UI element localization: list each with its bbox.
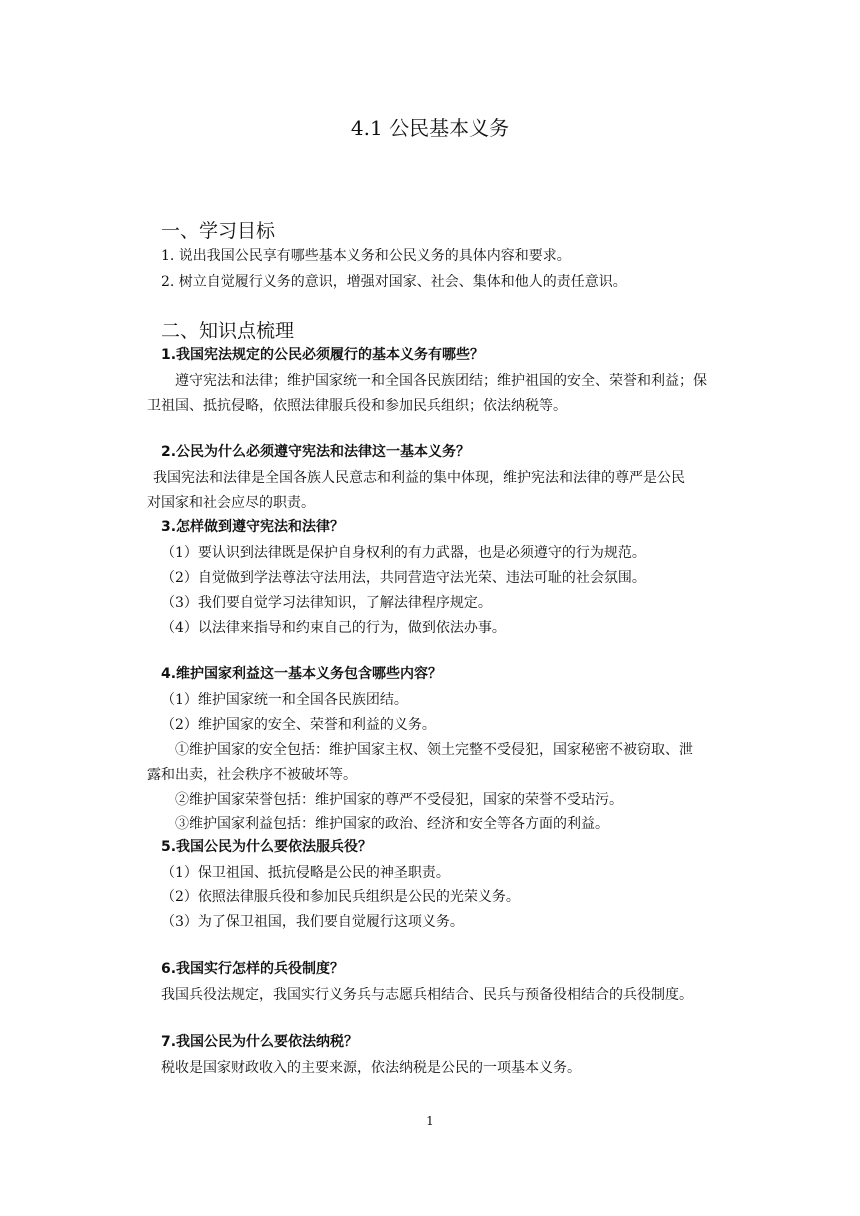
answer-line: （1）维护国家统一和全国各民族团结。 (161, 692, 408, 708)
question-heading: 3.怎样做到遵守宪法和法律？ (161, 519, 345, 535)
question-heading: 5.我国公民为什么要依法服兵役？ (161, 839, 373, 855)
answer-line: （2）维护国家的安全、荣誉和利益的义务。 (161, 717, 436, 733)
answer-line: 我国宪法和法律是全国各族人民意志和利益的集中体现，维护宪法和法律的尊严是公民 (153, 470, 685, 486)
question-heading: 1.我国宪法规定的公民必须履行的基本义务有哪些？ (161, 347, 485, 363)
document-title: 4.1 公民基本义务 (350, 116, 510, 140)
answer-line: （4）以法律来指导和约束自己的行为，做到依法办事。 (161, 620, 506, 636)
answer-line: 遵守宪法和法律；维护国家统一和全国各民族团结；维护祖国的安全、荣誉和利益；保 (175, 373, 707, 389)
answer-line: （1）要认识到法律既是保护自身权利的有力武器，也是必须遵守的行为规范。 (161, 545, 646, 561)
answer-line: （1）保卫祖国、抵抗侵略是公民的神圣职责。 (161, 865, 450, 881)
answer-line: ③维护国家利益包括：维护国家的政治、经济和安全等各方面的利益。 (175, 816, 609, 832)
question-heading: 6.我国实行怎样的兵役制度？ (161, 961, 345, 977)
section-heading-knowledge: 二、知识点梳理 (161, 320, 295, 342)
answer-line: （3）为了保卫祖国，我们要自觉履行这项义务。 (161, 914, 464, 930)
answer-line: 对国家和社会应尽的职责。 (147, 495, 315, 511)
answer-line: 卫祖国、抵抗侵略，依照法律服兵役和参加民兵组织；依法纳税等。 (147, 398, 567, 414)
question-heading: 2.公民为什么必须遵守宪法和法律这一基本义务？ (161, 444, 471, 460)
answer-line: （2）依照法律服兵役和参加民兵组织是公民的光荣义务。 (161, 889, 520, 905)
answer-line: （3）我们要自觉学习法律知识，了解法律程序规定。 (161, 595, 492, 611)
section-heading-learning-goals: 一、学习目标 (161, 220, 276, 242)
question-heading: 7.我国公民为什么要依法纳税？ (161, 1034, 359, 1050)
answer-line: ②维护国家荣誉包括：维护国家的尊严不受侵犯，国家的荣誉不受玷污。 (175, 792, 623, 808)
answer-line: 露和出卖，社会秩序不被破坏等。 (147, 767, 357, 783)
answer-line: 税收是国家财政收入的主要来源，依法纳税是公民的一项基本义务。 (161, 1060, 581, 1076)
answer-line: 我国兵役法规定，我国实行义务兵与志愿兵相结合、民兵与预备役相结合的兵役制度。 (161, 987, 693, 1003)
goal-item: 1. 说出我国公民享有哪些基本义务和公民义务的具体内容和要求。 (161, 248, 571, 264)
page-number: 1 (426, 1114, 434, 1128)
goal-item: 2. 树立自觉履行义务的意识，增强对国家、社会、集体和他人的责任意识。 (161, 274, 627, 290)
question-heading: 4.维护国家利益这一基本义务包含哪些内容？ (161, 666, 443, 682)
answer-line: ①维护国家的安全包括：维护国家主权、领土完整不受侵犯，国家秘密不被窃取、泄 (175, 742, 693, 758)
answer-line: （2）自觉做到学法尊法守法用法，共同营造守法光荣、违法可耻的社会氛围。 (161, 570, 646, 586)
